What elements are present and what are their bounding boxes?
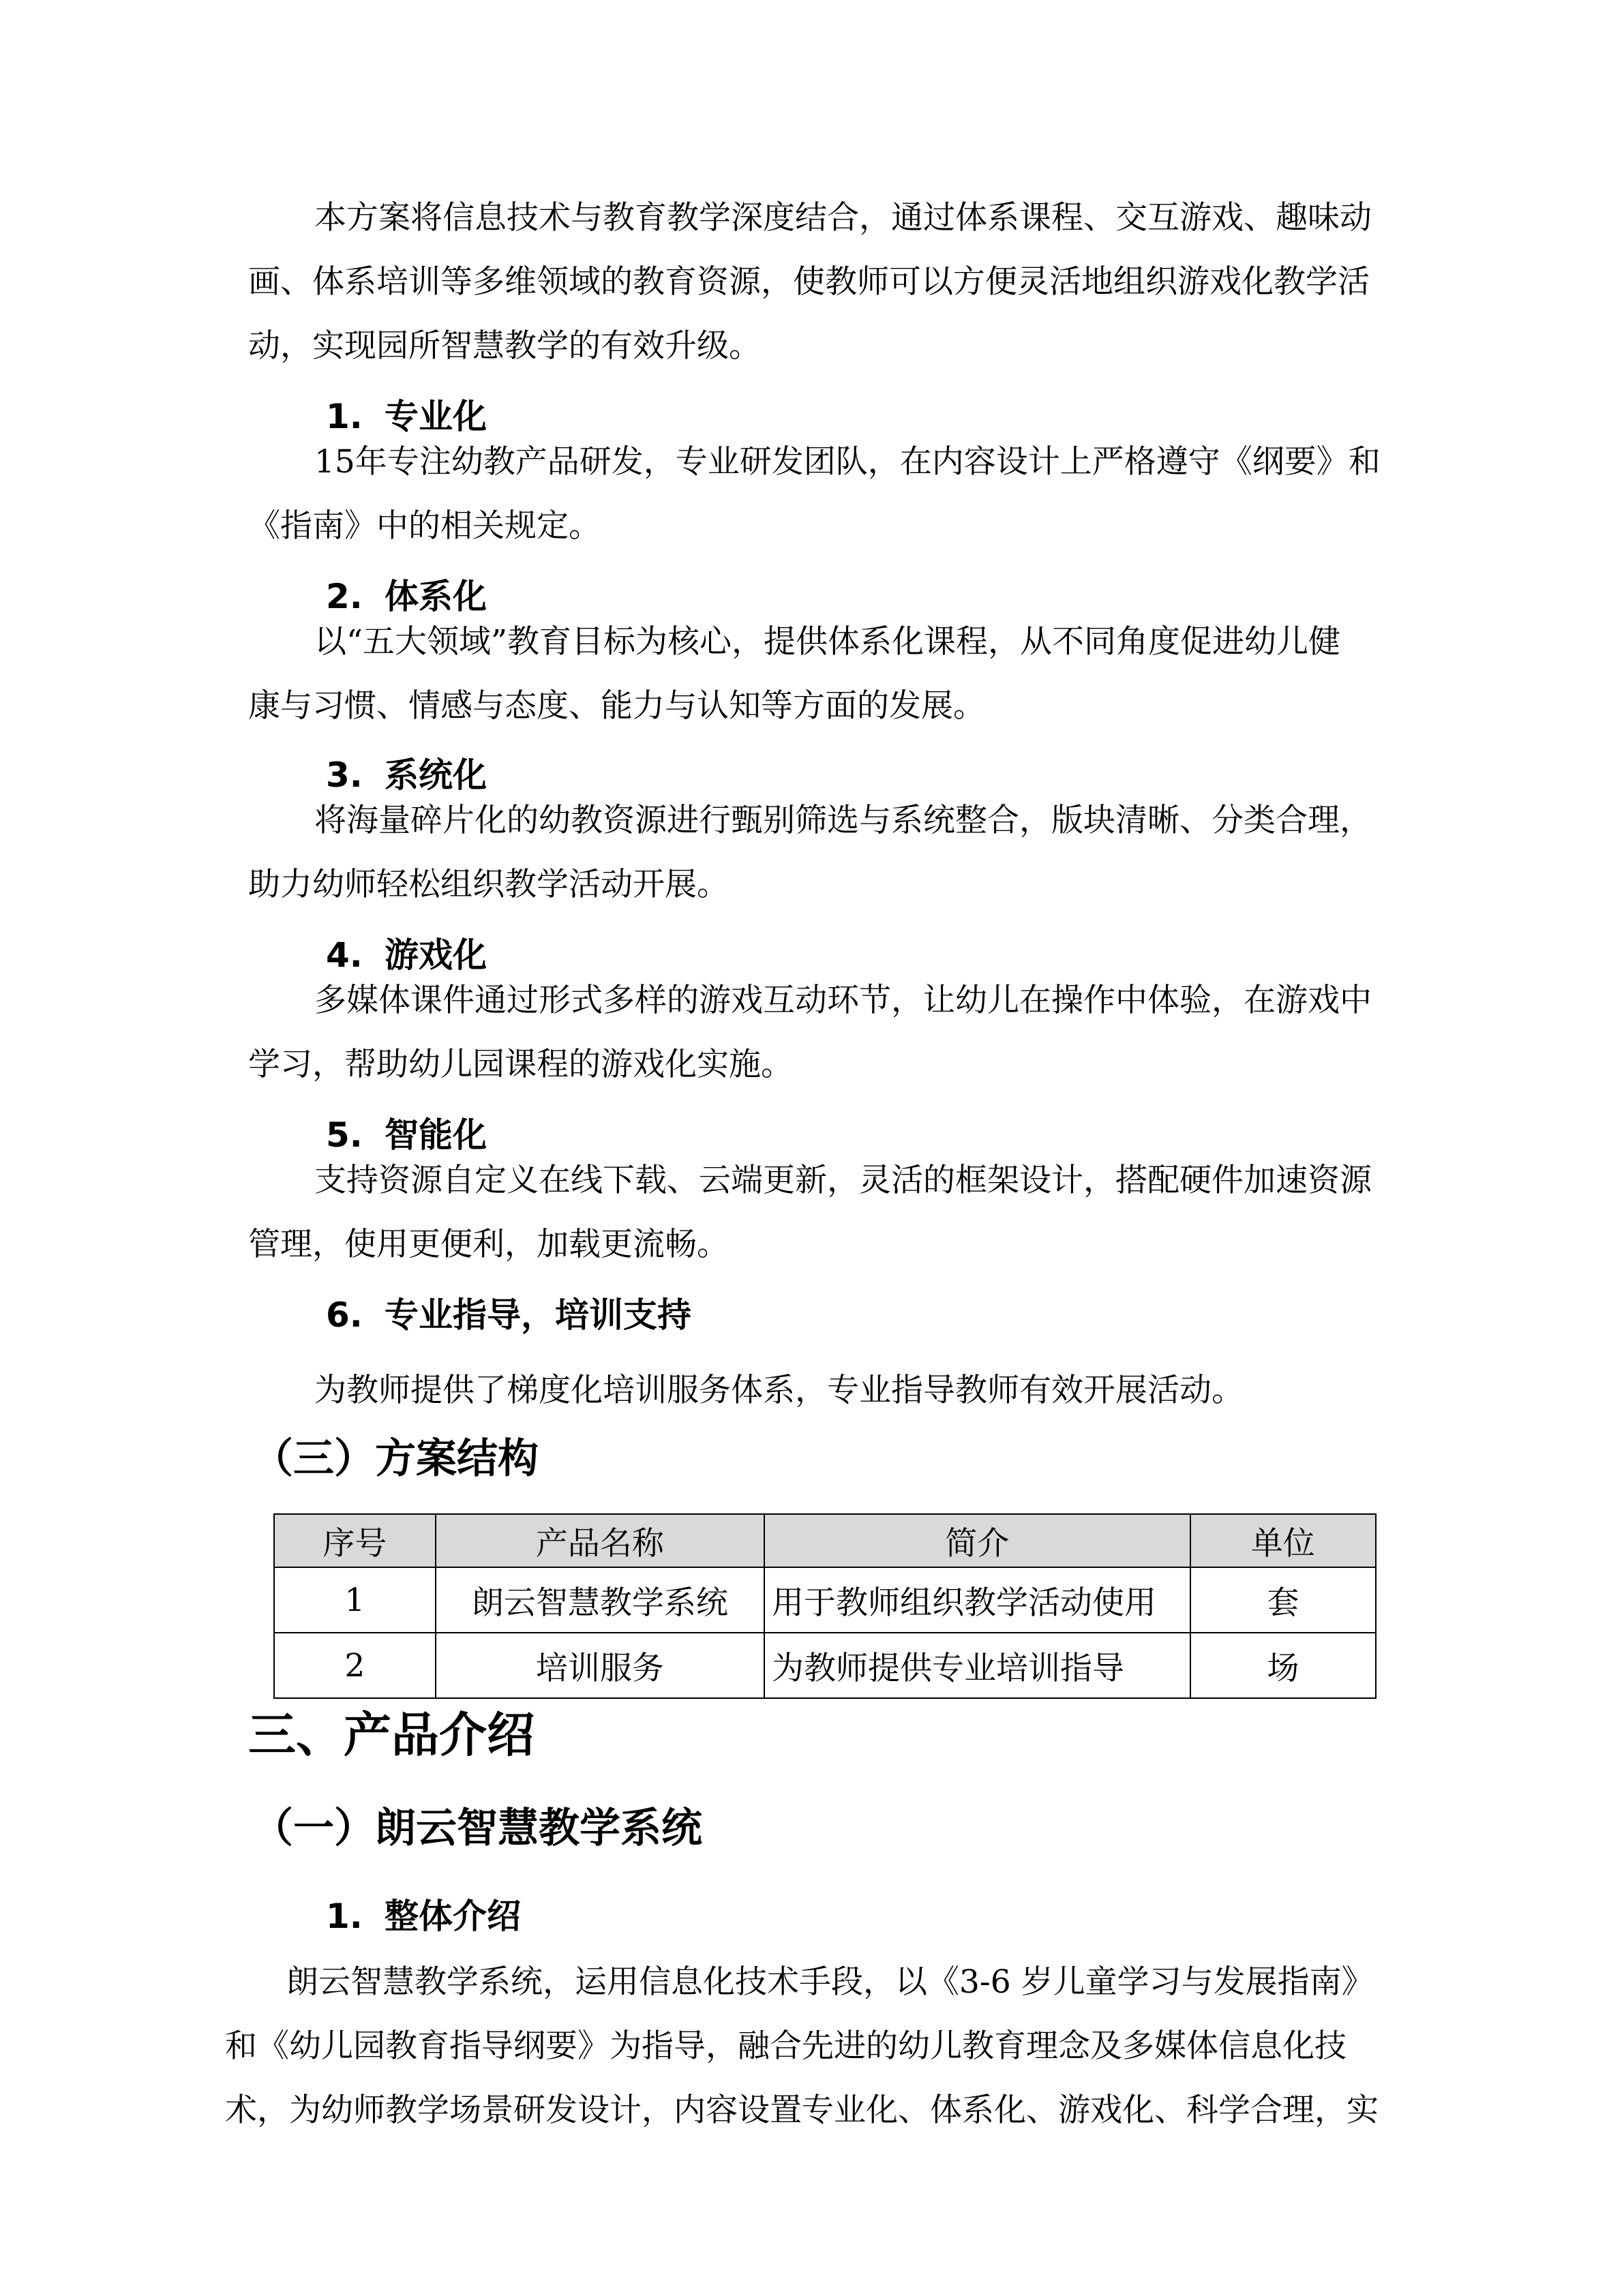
structure-table <box>273 1513 1377 1699</box>
feature-text-line: 康与习惯、情感与态度、能力与认知等方面的发展。 <box>248 687 985 725</box>
feature-heading <box>326 1295 691 1335</box>
table-header-cell: 单位 <box>1190 1514 1376 1567</box>
table-cell: 培训服务 <box>436 1633 764 1698</box>
table-header-cell: 简介 <box>764 1514 1190 1567</box>
section-heading: （一）朗云智慧教学系统 <box>252 1804 702 1852</box>
feature-number: 3. <box>326 755 363 795</box>
feature-text-line: 15年专注幼教产品研发，专业研发团队，在内容设计上严格遵守《纲要》和 <box>314 443 1381 481</box>
chapter-heading: 三、产品介绍 <box>248 1707 535 1763</box>
feature-heading <box>326 1115 487 1155</box>
table-cell: 场 <box>1190 1633 1376 1698</box>
feature-title: 体系化 <box>385 577 487 616</box>
feature-number: 4. <box>326 935 363 975</box>
table-header-cell: 产品名称 <box>436 1514 764 1567</box>
table-row <box>274 1567 1376 1633</box>
feature-heading <box>326 399 487 434</box>
table-header-cell: 序号 <box>274 1514 436 1567</box>
product-text-line: 和《幼儿园教育指导纲要》为指导，融合先进的幼儿教育理念及多媒体信息化技 <box>225 2027 1347 2065</box>
feature-number: 5. <box>326 1115 363 1155</box>
feature-title: 智能化 <box>385 1115 487 1155</box>
subsection-title: 整体介绍 <box>385 1897 521 1936</box>
feature-title: 系统化 <box>385 755 487 795</box>
subsection-heading <box>326 1897 521 1936</box>
feature-text-line: 《指南》中的相关规定。 <box>248 507 601 545</box>
intro-line: 本方案将信息技术与教育教学深度结合，通过体系课程、交互游戏、趣味动 <box>314 199 1372 237</box>
table-cell: 套 <box>1190 1567 1376 1633</box>
feature-text-line: 支持资源自定义在线下载、云端更新，灵活的框架设计，搭配硬件加速资源 <box>314 1162 1372 1199</box>
table-cell: 1 <box>274 1567 436 1633</box>
table-cell: 朗云智慧教学系统 <box>436 1567 764 1633</box>
feature-text-line: 助力幼师轻松组织教学活动开展。 <box>248 866 729 903</box>
product-text-line: 朗云智慧教学系统，运用信息化技术手段，以《3-6 岁儿童学习与发展指南》 <box>286 1963 1374 2001</box>
feature-text-line: 将海量碎片化的幼教资源进行甄别筛选与系统整合，版块清晰、分类合理， <box>314 802 1372 839</box>
feature-title: 专业化 <box>385 397 487 436</box>
feature-text-line: 为教师提供了梯度化培训服务体系，专业指导教师有效开展活动。 <box>314 1372 1244 1409</box>
feature-title: 专业指导，培训支持 <box>385 1295 691 1335</box>
feature-text-line: 多媒体课件通过形式多样的游戏互动环节，让幼儿在操作中体验，在游戏中 <box>314 982 1372 1019</box>
feature-title: 游戏化 <box>385 935 487 975</box>
feature-heading <box>326 755 487 795</box>
table-cell: 2 <box>274 1633 436 1698</box>
subsection-number: 1. <box>326 1897 363 1936</box>
feature-heading <box>326 579 487 614</box>
feature-heading <box>326 935 487 975</box>
intro-line: 动，实现园所智慧教学的有效升级。 <box>248 327 761 365</box>
table-header-row <box>274 1514 1376 1567</box>
section-heading: （三）方案结构 <box>252 1435 539 1483</box>
feature-text-line: 管理，使用更便利，加载更流畅。 <box>248 1226 729 1263</box>
feature-text-line: 以“五大领域”教育目标为核心，提供体系化课程，从不同角度促进幼儿健 <box>314 623 1341 661</box>
feature-text-line: 学习，帮助幼儿园课程的游戏化实施。 <box>248 1046 793 1083</box>
product-text-line: 术，为幼师教学场景研发设计，内容设置专业化、体系化、游戏化、科学合理，实 <box>225 2091 1379 2129</box>
feature-number: 6. <box>326 1295 363 1335</box>
feature-number: 1. <box>326 397 363 436</box>
table-cell: 用于教师组织教学活动使用 <box>764 1567 1190 1633</box>
table-cell: 为教师提供专业培训指导 <box>764 1633 1190 1698</box>
intro-line: 画、体系培训等多维领域的教育资源，使教师可以方便灵活地组织游戏化教学活 <box>248 263 1370 301</box>
table-row <box>274 1633 1376 1698</box>
feature-number: 2. <box>326 577 363 616</box>
